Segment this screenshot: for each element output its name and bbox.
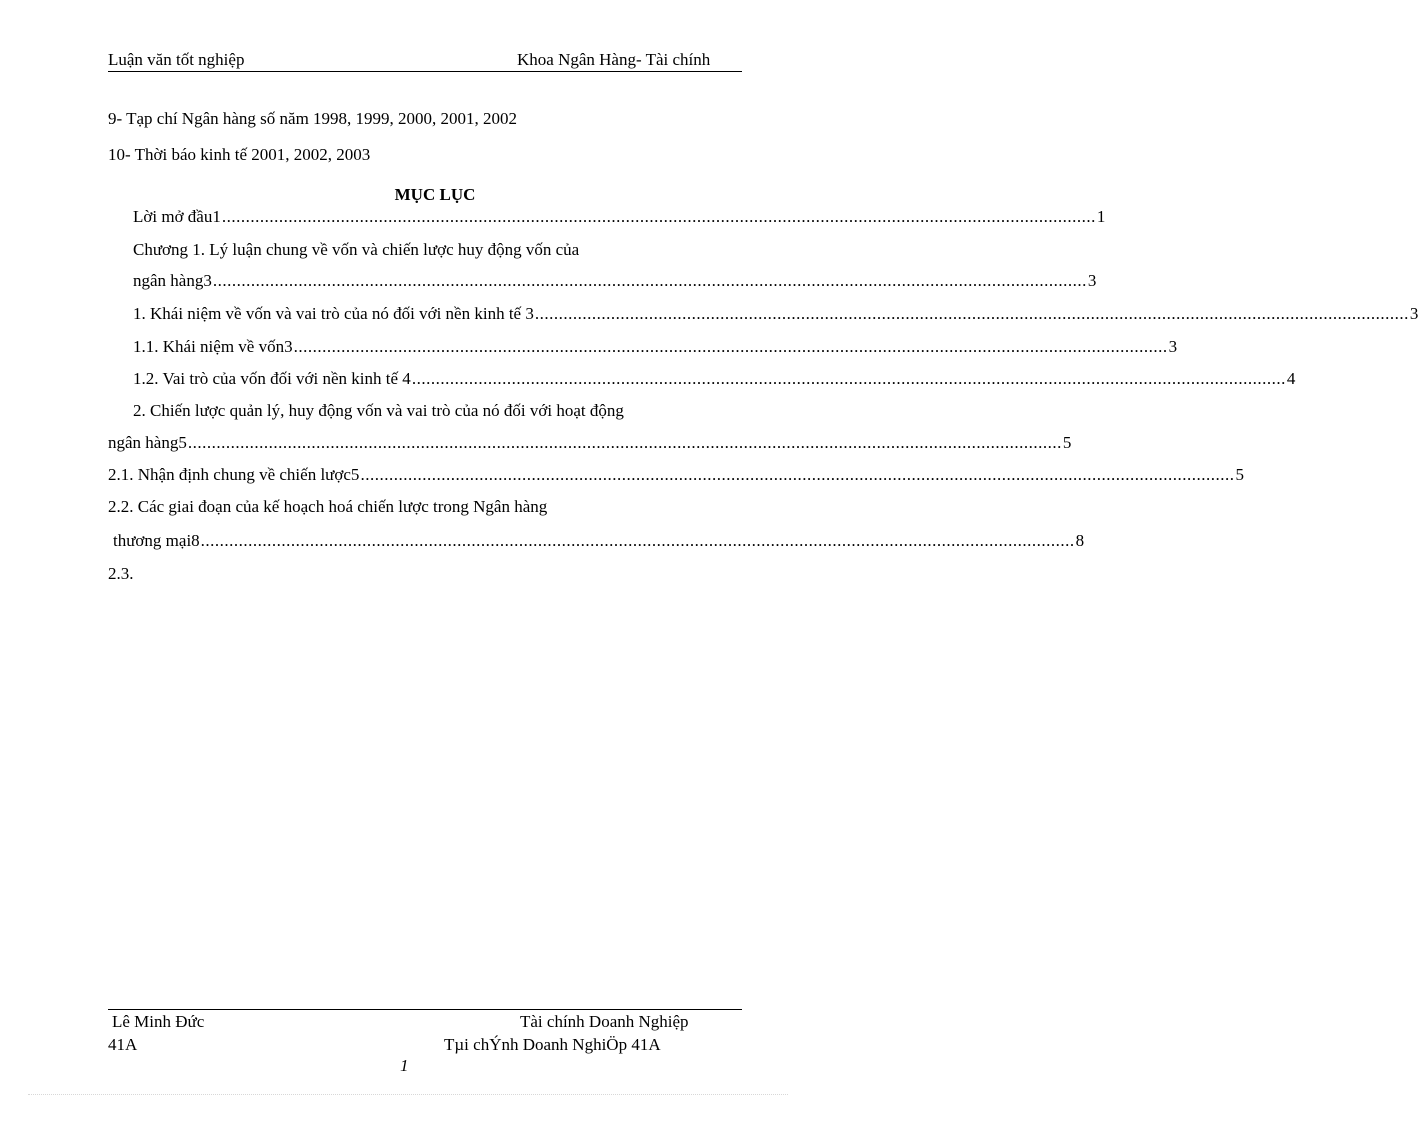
footer-author: Lê Minh Đức bbox=[112, 1012, 205, 1031]
footer-class: 41A bbox=[108, 1035, 138, 1054]
toc-entry-page: 4 bbox=[1286, 369, 1296, 388]
footer-dept: Tài chính Doanh Nghiệp bbox=[520, 1012, 689, 1031]
toc-entry-page: 1 bbox=[1096, 207, 1106, 226]
toc-leader-dots: ........................................................................................................................................................................................ bbox=[221, 207, 1096, 226]
toc-entry-line[interactable]: 2.2. Các giai đoạn của kế hoạch hoá chiến lược trong Ngân hàng bbox=[108, 497, 548, 516]
toc-entry-label: 1. Khái niệm về vốn và vai trò của nó đối với nền kinh tế 3 bbox=[133, 304, 534, 323]
toc-entry-label: thương mại8 bbox=[113, 531, 200, 550]
page-number: 1 bbox=[400, 1056, 409, 1075]
toc-leader-dots: ........................................................................................................................................................................................ bbox=[411, 369, 1286, 388]
toc-entry[interactable] bbox=[133, 271, 1097, 295]
toc-title: MỤC LỤC bbox=[394, 185, 476, 204]
toc-entry-line[interactable]: 2. Chiến lược quản lý, huy động vốn và vai trò của nó đối với hoạt động bbox=[133, 401, 624, 420]
reference-item: 10- Thời báo kinh tế 2001, 2002, 2003 bbox=[108, 145, 371, 164]
toc-entry-label: 2.1. Nhận định chung về chiến lược5 bbox=[108, 465, 360, 484]
toc-entry-page: 3 bbox=[1168, 337, 1178, 356]
toc-entry[interactable] bbox=[133, 337, 1178, 361]
toc-entry-page: 5 bbox=[1235, 465, 1244, 484]
toc-entry[interactable] bbox=[133, 369, 1296, 393]
toc-leader-dots: ........................................................................................................................................................................................ bbox=[293, 337, 1168, 356]
toc-entry-page: 8 bbox=[1075, 531, 1085, 550]
toc-leader-dots: ........................................................................................................................................................................................ bbox=[534, 304, 1409, 323]
toc-entry-label: 1.1. Khái niệm về vốn3 bbox=[133, 337, 293, 356]
toc-entry[interactable] bbox=[113, 531, 1085, 555]
toc-entry[interactable] bbox=[108, 433, 1072, 457]
toc-leader-dots: ........................................................................................................................................................................................ bbox=[212, 271, 1087, 290]
toc-entry-line[interactable]: Chương 1. Lý luận chung về vốn và chiến lược huy động vốn của bbox=[133, 240, 580, 259]
footer-rule bbox=[108, 1009, 742, 1010]
toc-entry-line[interactable]: 2.3. bbox=[108, 564, 134, 583]
toc-entry-page: 3 bbox=[1087, 271, 1097, 290]
header-rule bbox=[108, 71, 742, 72]
toc-entry-label: Lời mở đầu1 bbox=[133, 207, 221, 226]
toc-entry-label: 1.2. Vai trò của vốn đối với nền kinh tế 4 bbox=[133, 369, 411, 388]
page-edge-divider bbox=[28, 1094, 788, 1095]
toc-entry-page: 5 bbox=[1062, 433, 1072, 452]
toc-entry-label: ngân hàng3 bbox=[133, 271, 212, 290]
toc-leader-dots: ........................................................................................................................................................................................ bbox=[187, 433, 1062, 452]
toc-leader-dots: ........................................................................................................................................................................................ bbox=[200, 531, 1075, 550]
toc-entry-label: ngân hàng5 bbox=[108, 433, 187, 452]
toc-leader-dots: ........................................................................................................................................................................................ bbox=[360, 465, 1235, 484]
header-right: Khoa Ngân Hàng- Tài chính bbox=[517, 50, 711, 69]
header-left: Luận văn tốt nghiệp bbox=[108, 50, 245, 69]
toc-entry-page: 3 bbox=[1409, 304, 1418, 323]
toc-entry[interactable] bbox=[133, 304, 1418, 328]
toc-entry[interactable] bbox=[108, 465, 1244, 489]
footer-dept-garbled: Tµi chÝnh Doanh NghiÖp 41A bbox=[444, 1035, 661, 1054]
reference-item: 9- Tạp chí Ngân hàng số năm 1998, 1999, 2000, 2001, 2002 bbox=[108, 109, 518, 128]
toc-entry[interactable] bbox=[133, 207, 1106, 231]
